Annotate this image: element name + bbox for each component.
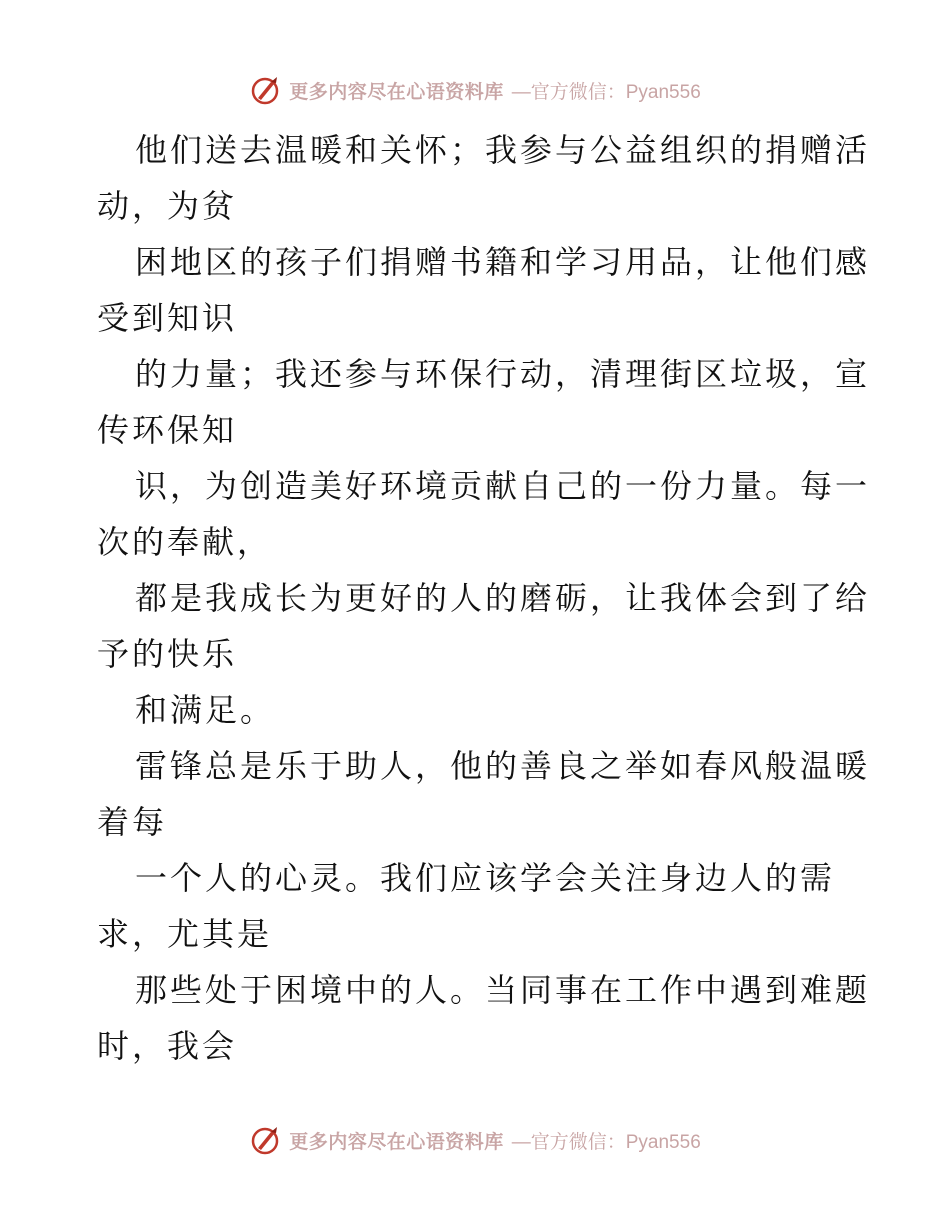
body-text (97, 122, 871, 1074)
text-line: 那些处于困境中的人。当同事在工作中遇到难题 (135, 971, 871, 1009)
watermark-wechat: —官方微信：Pyan556 (511, 1131, 701, 1153)
quill-logo-icon (249, 1124, 281, 1156)
watermark-wechat: —官方微信：Pyan556 (511, 81, 701, 103)
text-line: 困地区的孩子们捐赠书籍和学习用品，让他们感 (135, 243, 871, 281)
text-line: 识，为创造美好环境贡献自己的一份力量。每一 (135, 467, 871, 505)
watermark-text: 更多内容尽在心语资料库 (289, 80, 504, 103)
text-line: 受到知识 (97, 299, 238, 337)
watermark-text: 更多内容尽在心语资料库 (289, 1130, 504, 1153)
text-line: 着每 (97, 803, 168, 841)
text-line: 都是我成长为更好的人的磨砺，让我体会到了给 (135, 579, 871, 617)
text-line: 的力量；我还参与环保行动，清理街区垃圾，宣 (135, 355, 871, 393)
text-line: 予的快乐 (97, 635, 238, 673)
header-watermark (0, 70, 950, 110)
text-line: 时，我会 (97, 1027, 238, 1065)
text-line: 次的奉献， (97, 523, 273, 561)
footer-watermark (0, 1120, 950, 1160)
text-line: 和满足。 (135, 691, 276, 729)
text-line: 他们送去温暖和关怀；我参与公益组织的捐赠活 (135, 131, 871, 169)
document-body (97, 122, 871, 1074)
text-line: 求，尤其是 (97, 915, 273, 953)
quill-logo-icon (249, 74, 281, 106)
text-line: 动，为贫 (97, 187, 238, 225)
text-line: 雷锋总是乐于助人，他的善良之举如春风般温暖 (135, 747, 871, 785)
text-line: 传环保知 (97, 411, 238, 449)
text-line: 一个人的心灵。我们应该学会关注身边人的需 (135, 859, 836, 897)
